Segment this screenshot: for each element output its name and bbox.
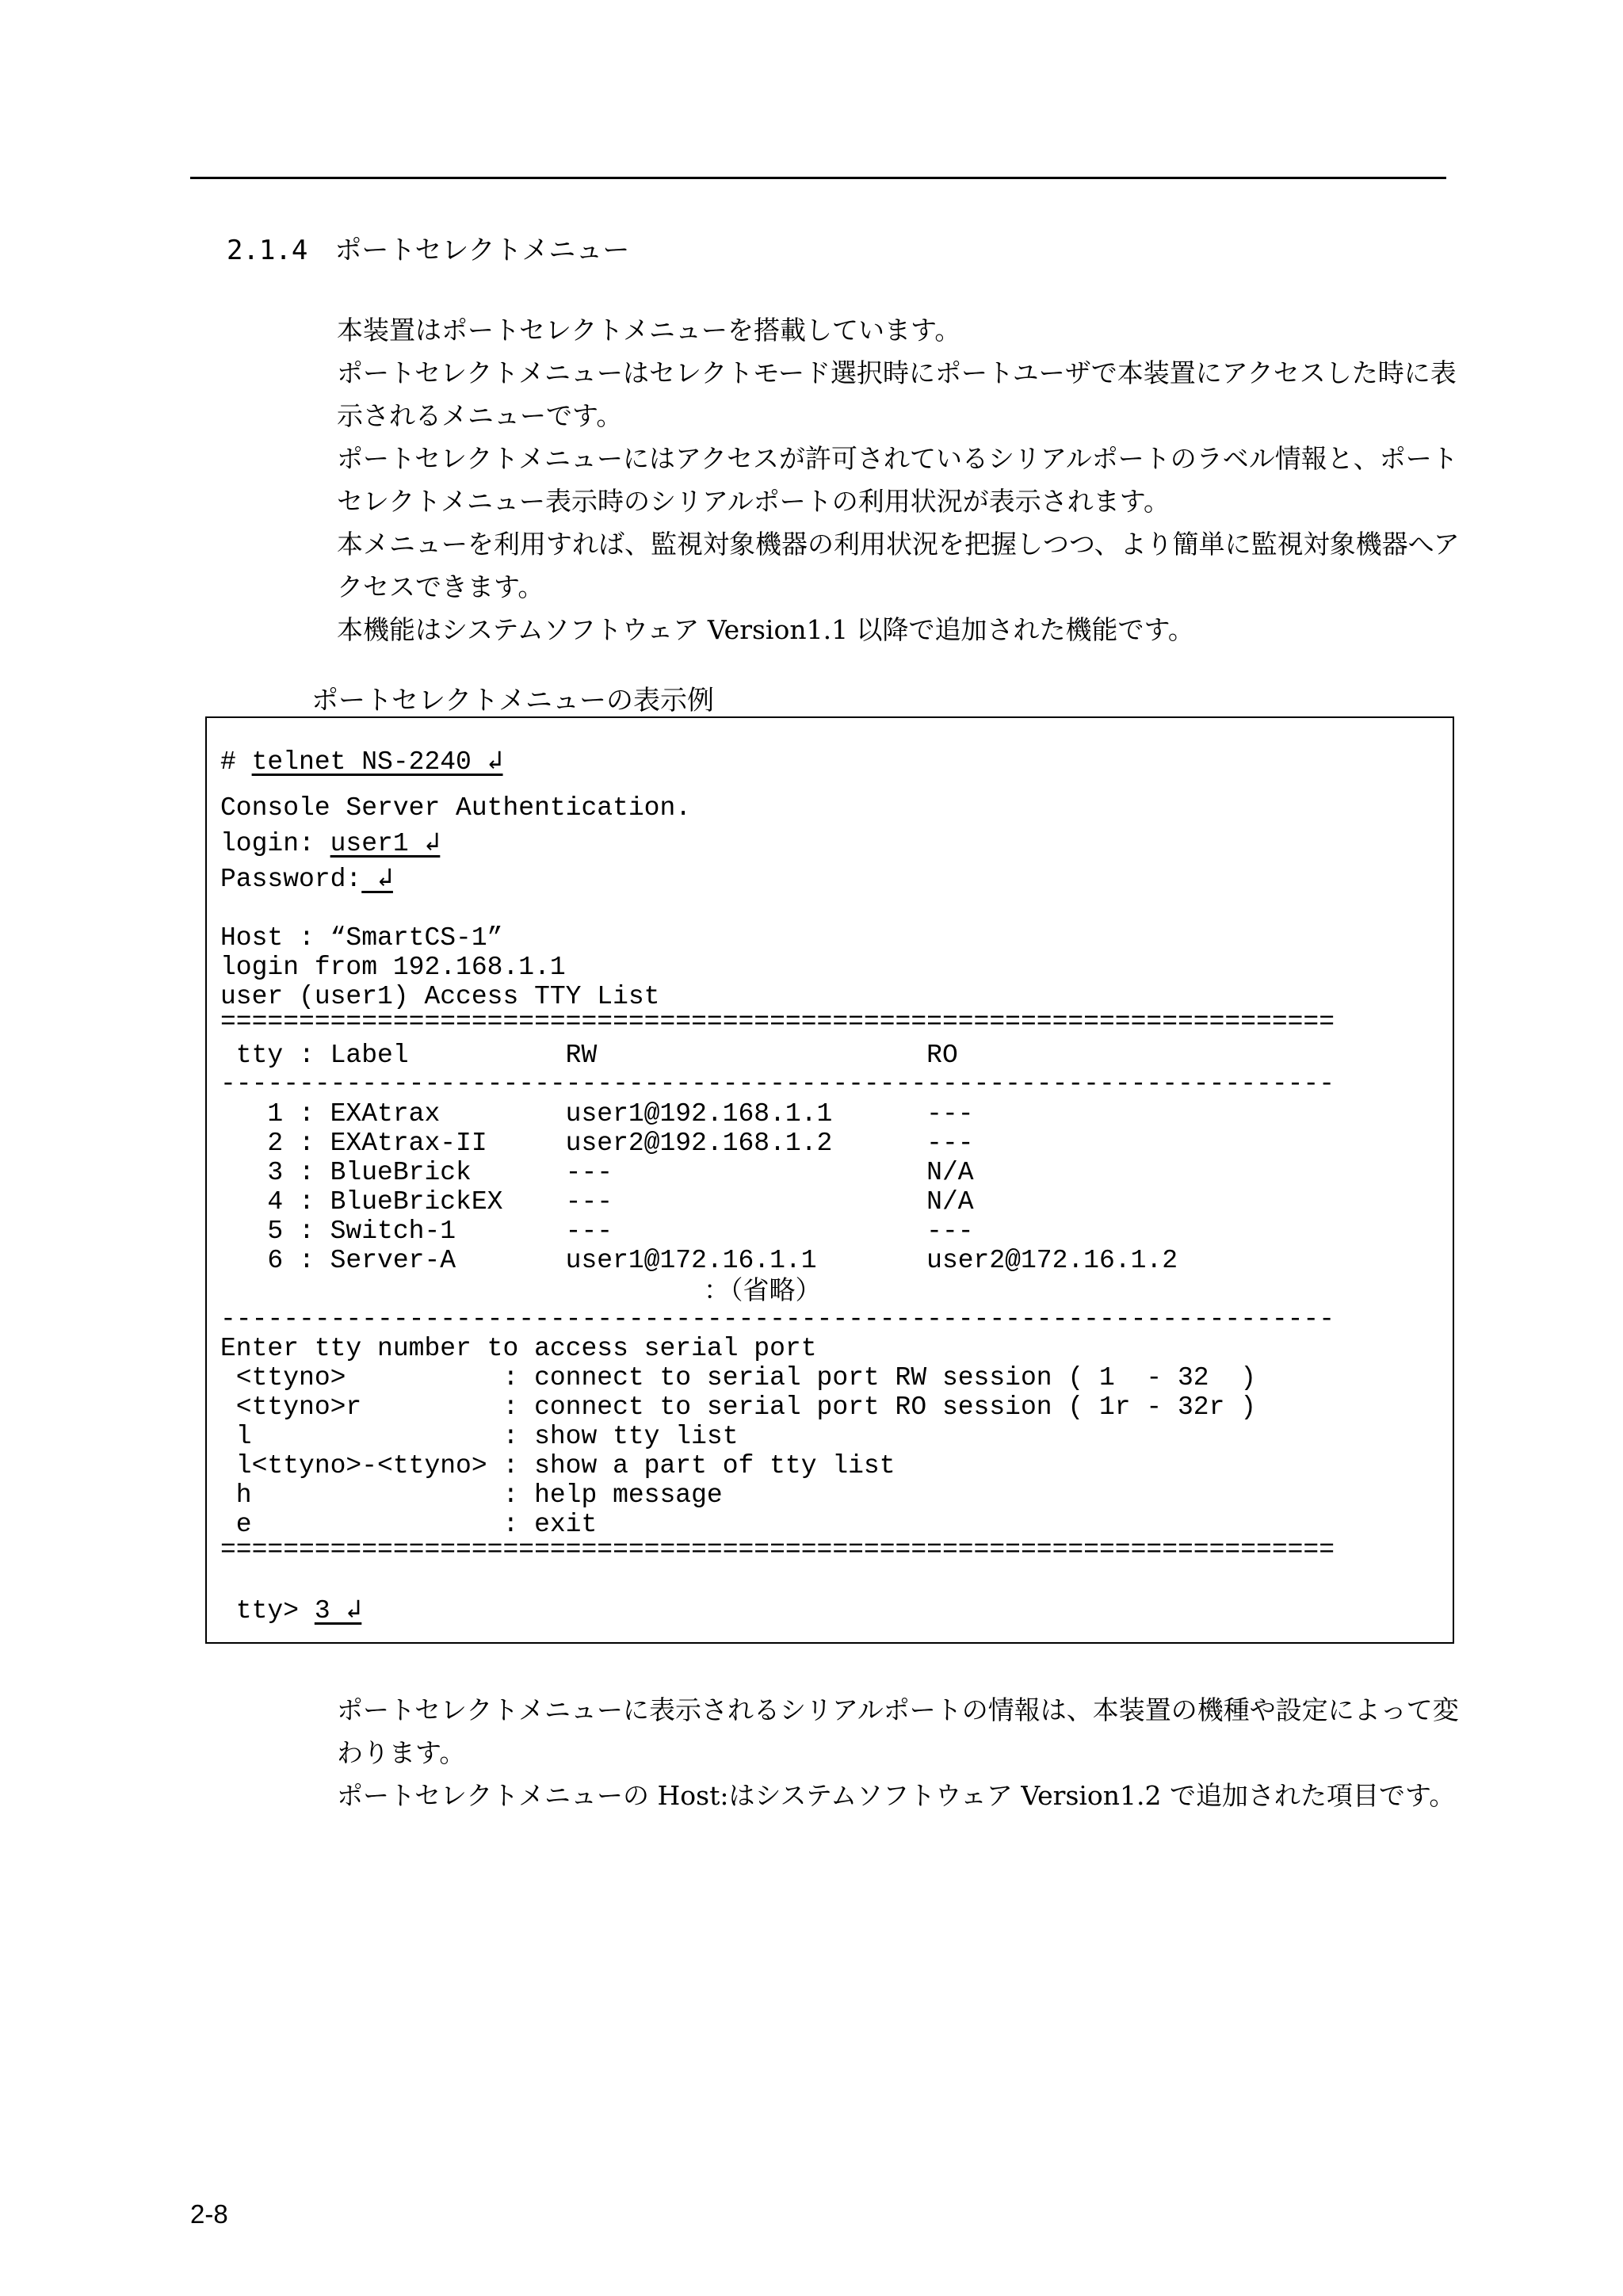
single-separator: ----------------------------------------------------------------------- [220, 1305, 1335, 1334]
telnet-command-line: # telnet NS-2240 ↲ [220, 747, 503, 777]
host-line: Host : “SmartCS-1” [220, 923, 503, 953]
help-line: h : help message [220, 1480, 723, 1510]
tty-row: 4 : BlueBrickEX --- N/A [220, 1187, 974, 1217]
login-input: user1 ↲ [330, 829, 441, 858]
intro-paragraph: 本機能はシステムソフトウェア Version1.1 以降で追加された機能です。 [337, 614, 1194, 645]
tty-row: 5 : Switch-1 --- --- [220, 1217, 974, 1246]
password-input: ↲ [361, 865, 393, 894]
intro-paragraph: 本装置はポートセレクトメニューを搭載しています。 [337, 315, 961, 346]
tty-row: 3 : BlueBrick --- N/A [220, 1158, 974, 1187]
page-number: 2-8 [190, 2199, 228, 2229]
telnet-command: telnet NS-2240 ↲ [251, 747, 503, 777]
section-number: 2.1.4 [227, 235, 308, 266]
tty-prompt-line: tty> 3 ↲ [220, 1596, 362, 1626]
auth-line: Console Server Authentication. [220, 793, 692, 823]
password-line: Password: ↲ [220, 865, 393, 894]
help-line: <ttyno>r : connect to serial port RO session ( 1r - 32r ) [220, 1392, 1257, 1422]
tty-row: 6 : Server-A user1@172.16.1.1 user2@172.16.1.2 [220, 1246, 1178, 1275]
login-from-line: login from 192.168.1.1 [220, 953, 566, 982]
intro-text [337, 309, 1462, 651]
tty-row: 2 : EXAtrax-II user2@192.168.1.2 --- [220, 1129, 974, 1158]
intro-paragraph: 本メニューを利用すれば、監視対象機器の利用状況を把握しつつ、より簡単に監視対象機器へアクセスできます。 [337, 529, 1460, 602]
help-line: <ttyno> : connect to serial port RW session ( 1 - 32 ) [220, 1363, 1257, 1392]
outro-text [337, 1689, 1462, 1817]
example-title: ポートセレクトメニューの表示例 [311, 685, 714, 716]
outro-paragraph: ポートセレクトメニューに表示されるシリアルポートの情報は、本装置の機種や設定によって変わります。 [337, 1694, 1459, 1768]
help-line: l : show tty list [220, 1422, 739, 1451]
double-separator: ======================================================================= [220, 1007, 1335, 1037]
section-title: ポートセレクトメニュー [334, 235, 630, 266]
section-heading [227, 228, 629, 267]
user-line: user (user1) Access TTY List [220, 982, 660, 1011]
login-line: login: user1 ↲ [220, 829, 441, 858]
tty-input: 3 ↲ [314, 1596, 362, 1626]
tty-row: 1 : EXAtrax user1@192.168.1.1 --- [220, 1099, 974, 1129]
outro-paragraph: ポートセレクトメニューの Host:はシステムソフトウェア Version1.2 で追加された項目です。 [337, 1780, 1456, 1811]
help-line: l<ttyno>-<ttyno> : show a part of tty list [220, 1451, 896, 1480]
tty-table-header: tty : Label RW RO [220, 1041, 958, 1070]
help-line: e : exit [220, 1510, 598, 1539]
header-rule [190, 177, 1446, 179]
omitted-note: ：（省略） [704, 1274, 822, 1305]
help-line: Enter tty number to access serial port [220, 1334, 817, 1363]
single-separator: ----------------------------------------------------------------------- [220, 1069, 1335, 1098]
double-separator: ======================================================================= [220, 1535, 1335, 1564]
intro-paragraph: ポートセレクトメニューはセレクトモード選択時にポートユーザで本装置にアクセスした時に表示されるメニューです。 [337, 357, 1457, 431]
intro-paragraph: ポートセレクトメニューにはアクセスが許可されているシリアルポートのラベル情報と、ポートセレクトメニュー表示時のシリアルポートの利用状況が表示されます。 [337, 443, 1458, 517]
